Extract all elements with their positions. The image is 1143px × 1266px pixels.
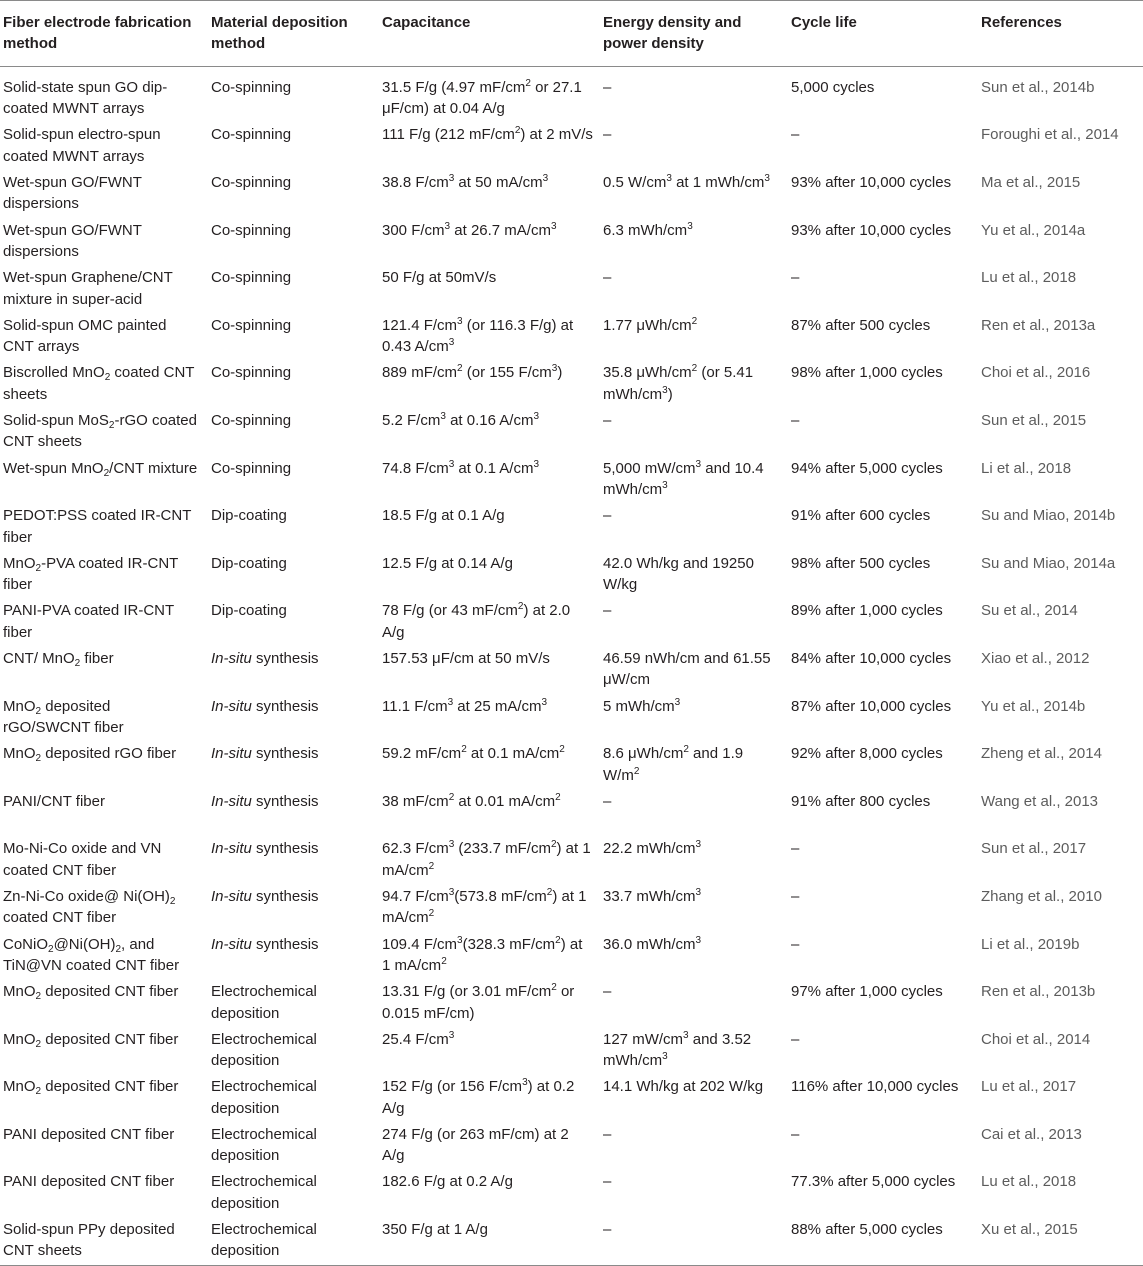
cell-energy-power-density: 33.7 mWh/$cm^3$	[603, 886, 702, 905]
cell-reference: Su and Miao, 2014a	[981, 554, 1116, 572]
cell-deposition-method: In-situ synthesis	[211, 887, 319, 905]
cell-capacitance: 121.4 $F/cm^3$ (or 116.3 F/g) at 0.43 $A/cm^3$	[382, 315, 574, 356]
cell-cycle-life: –	[791, 411, 800, 429]
cell-energy-power-density: 35.8 μWh/$cm^2$ (or 5.41 mWh/$cm^3$)	[603, 363, 754, 403]
cell-energy-power-density: 5 mWh/$cm^3$	[603, 696, 681, 715]
cell-capacitance: 109.4 $F/cm^3(328.3$ $mF/cm^2$) at 1 $mA/cm^2$	[382, 934, 583, 974]
cell-deposition-method: Electrochemical deposition	[211, 1221, 317, 1260]
cell-cycle-life: 77.3% after 5,000 cycles	[791, 1173, 956, 1191]
table-row	[0, 311, 1143, 359]
cell-fabrication-method: MnO$_2$-PVA coated IR-CNT fiber	[3, 554, 179, 594]
table-row	[0, 692, 1143, 740]
cell-capacitance: 12.5 F/g at 0.14 A/g	[382, 554, 513, 572]
table-row	[0, 882, 1143, 930]
cell-cycle-life: 116% after 10,000 cycles	[791, 1078, 959, 1096]
cell-cycle-life: –	[791, 1125, 800, 1143]
cell-reference: Sun et al., 2015	[981, 411, 1087, 429]
header-deposition-method: Material deposition method	[211, 14, 348, 53]
cell-deposition-method: In-situ synthesis	[211, 792, 319, 810]
cell-capacitance: 31.5 F/g (4.97 $mF/cm^2$ or 27.1 μF/cm) at 0.04 A/g	[382, 77, 582, 118]
cell-deposition-method: Co-spinning	[211, 126, 292, 144]
table-row	[0, 1215, 1143, 1266]
cell-energy-power-density: –	[603, 411, 612, 429]
cell-capacitance: 38 $mF/cm^2$ at 0.01 $mA/cm^2$	[382, 791, 561, 810]
table-row	[0, 358, 1143, 406]
cell-energy-power-density: 1.77 μWh/$cm^2$	[603, 315, 698, 334]
cell-reference: Xu et al., 2015	[981, 1221, 1078, 1239]
cell-capacitance: 50 F/g at 50mV/s	[382, 269, 497, 287]
cell-capacitance: 274 F/g (or 263 mF/cm) at 2 A/g	[382, 1125, 569, 1165]
cell-capacitance: 300 $F/cm^3$ at 26.7 $mA/cm^3$	[382, 220, 557, 239]
cell-fabrication-method: Wet-spun MnO$_2$/CNT mixture	[3, 459, 198, 479]
cell-fabrication-method: MnO$_2$ deposited CNT fiber	[3, 1078, 179, 1098]
cell-fabrication-method: Wet-spun GO/FWNT dispersions	[3, 174, 142, 213]
cell-capacitance: 94.7 $F/cm^3(573.8$ $mF/cm^2$) at 1 $mA/cm^2$	[382, 886, 587, 927]
cell-capacitance: 111 F/g (212 $mF/cm^2$) at 2 mV/s	[382, 125, 593, 144]
cell-deposition-method: Electrochemical deposition	[211, 983, 317, 1022]
cell-energy-power-density: 46.59 nWh/cm and 61.55 μW/cm	[603, 649, 771, 689]
cell-cycle-life: 98% after 1,000 cycles	[791, 364, 943, 382]
cell-energy-power-density: 36.0 mWh/$cm^3$	[603, 934, 702, 953]
cell-cycle-life: 91% after 800 cycles	[791, 792, 931, 810]
table-row	[0, 1167, 1143, 1215]
cell-fabrication-method: MnO$_2$ deposited rGO fiber	[3, 745, 177, 765]
cell-fabrication-method: Biscrolled MnO$_2$ coated CNT sheets	[3, 364, 195, 403]
cell-cycle-life: –	[791, 935, 800, 953]
cell-fabrication-method: Mo-Ni-Co oxide and VN coated CNT fiber	[3, 840, 162, 879]
cell-deposition-method: In-situ synthesis	[211, 840, 319, 858]
cell-reference: Sun et al., 2014b	[981, 78, 1095, 96]
table-row	[0, 454, 1143, 502]
cell-cycle-life: 91% after 600 cycles	[791, 507, 931, 525]
cell-deposition-method: Electrochemical deposition	[211, 1078, 317, 1117]
cell-energy-power-density: 127 $mW/cm^3$ and 3.52 mWh/$cm^3$	[603, 1029, 752, 1070]
cell-reference: Choi et al., 2014	[981, 1030, 1091, 1048]
cell-reference: Wang et al., 2013	[981, 792, 1099, 810]
cell-reference: Lu et al., 2018	[981, 1173, 1077, 1191]
cell-cycle-life: –	[791, 269, 800, 287]
cell-deposition-method: In-situ synthesis	[211, 935, 319, 953]
cell-reference: Su and Miao, 2014b	[981, 507, 1116, 525]
cell-deposition-method: Co-spinning	[211, 316, 292, 334]
cell-capacitance: 182.6 F/g at 0.2 A/g	[382, 1173, 513, 1191]
table-header	[0, 1, 1143, 67]
cell-energy-power-density: –	[603, 126, 612, 144]
header-capacitance: Capacitance	[382, 14, 471, 31]
cell-energy-power-density: –	[603, 269, 612, 287]
cell-deposition-method: Co-spinning	[211, 174, 292, 191]
header-row	[0, 1, 1143, 67]
cell-cycle-life: 87% after 10,000 cycles	[791, 697, 952, 715]
table-row	[0, 596, 1143, 644]
cell-cycle-life: –	[791, 840, 800, 858]
cell-reference: Yu et al., 2014a	[981, 221, 1086, 239]
header-fabrication-method: Fiber electrode fabrication method	[3, 14, 192, 53]
cell-energy-power-density: –	[603, 602, 612, 620]
cell-cycle-life: –	[791, 887, 800, 905]
cell-capacitance: 5.2 $F/cm^3$ at 0.16 $A/cm^3$	[382, 410, 540, 429]
cell-energy-power-density: 22.2 mWh/$cm^3$	[603, 839, 702, 858]
cell-fabrication-method: PANI deposited CNT fiber	[3, 1173, 175, 1191]
cell-energy-power-density: 0.5 $W/cm^3$ at 1 mWh/$cm^3$	[603, 173, 770, 191]
cell-reference: Foroughi et al., 2014	[981, 126, 1119, 144]
cell-capacitance: 350 F/g at 1 A/g	[382, 1221, 488, 1239]
cell-reference: Li et al., 2018	[981, 459, 1072, 477]
cell-reference: Su et al., 2014	[981, 602, 1078, 620]
cell-reference: Lu et al., 2017	[981, 1078, 1077, 1096]
cell-reference: Ren et al., 2013a	[981, 316, 1096, 334]
table-row	[0, 644, 1143, 692]
cell-reference: Xiao et al., 2012	[981, 649, 1090, 667]
table-row	[0, 739, 1143, 787]
cell-capacitance: 74.8 $F/cm^3$ at 0.1 $A/cm^3$	[382, 458, 540, 477]
cell-fabrication-method: MnO$_2$ deposited CNT fiber	[3, 1030, 179, 1050]
cell-energy-power-density: –	[603, 1221, 612, 1239]
cell-reference: Lu et al., 2018	[981, 269, 1077, 287]
cell-deposition-method: Co-spinning	[211, 269, 292, 287]
cell-reference: Sun et al., 2017	[981, 840, 1087, 858]
cell-cycle-life: 89% after 1,000 cycles	[791, 602, 943, 620]
table-row	[0, 66, 1143, 120]
cell-fabrication-method: MnO$_2$ deposited CNT fiber	[3, 983, 179, 1003]
cell-reference: Zheng et al., 2014	[981, 745, 1102, 763]
cell-fabrication-method: Solid-spun PPy deposited CNT sheets	[3, 1221, 175, 1260]
cell-deposition-method: Co-spinning	[211, 78, 292, 96]
cell-reference: Li et al., 2019b	[981, 935, 1080, 953]
cell-deposition-method: Co-spinning	[211, 459, 292, 477]
cell-cycle-life: 5,000 cycles	[791, 78, 875, 96]
cell-energy-power-density: –	[603, 1173, 612, 1191]
cell-energy-power-density: 6.3 mWh/$cm^3$	[603, 220, 693, 239]
cell-capacitance: 59.2 $mF/cm^2$ at 0.1 $mA/cm^2$	[382, 744, 565, 763]
table-row	[0, 168, 1143, 216]
cell-energy-power-density: 8.6 μWh/$cm^2$ and 1.9 $W/m^2$	[603, 744, 744, 784]
cell-cycle-life: 87% after 500 cycles	[791, 316, 931, 334]
table-row	[0, 216, 1143, 264]
table-row	[0, 834, 1143, 882]
cell-fabrication-method: MnO$_2$ deposited rGO/SWCNT fiber	[3, 697, 124, 736]
cell-deposition-method: In-situ synthesis	[211, 745, 319, 763]
cell-reference: Ma et al., 2015	[981, 174, 1081, 191]
cell-capacitance: 13.31 F/g (or 3.01 $mF/cm^2$ or 0.015 mF/cm)	[382, 982, 575, 1022]
cell-reference: Zhang et al., 2010	[981, 887, 1102, 905]
cell-fabrication-method: Solid-state spun GO dip-coated MWNT arrays	[3, 78, 168, 118]
cell-fabrication-method: Solid-spun MoS$_2$-rGO coated CNT sheets	[3, 411, 197, 451]
cell-cycle-life: 92% after 8,000 cycles	[791, 745, 943, 763]
cell-energy-power-density: –	[603, 983, 612, 1001]
table-row	[0, 787, 1143, 835]
table-row	[0, 501, 1143, 549]
cell-deposition-method: Co-spinning	[211, 411, 292, 429]
cell-deposition-method: Dip-coating	[211, 602, 287, 620]
cell-deposition-method: Co-spinning	[211, 364, 292, 382]
cell-deposition-method: Co-spinning	[211, 221, 292, 239]
cell-cycle-life: 94% after 5,000 cycles	[791, 459, 943, 477]
cell-capacitance: 11.1 $F/cm^3$ at 25 $mA/cm^3$	[382, 696, 548, 715]
cell-energy-power-density: –	[603, 507, 612, 525]
cell-capacitance: 25.4 $F/cm^3$	[382, 1029, 455, 1048]
cell-cycle-life: –	[791, 126, 800, 144]
cell-deposition-method: Dip-coating	[211, 507, 287, 525]
cell-capacitance: 18.5 F/g at 0.1 A/g	[382, 507, 505, 525]
cell-fabrication-method: Wet-spun GO/FWNT dispersions	[3, 221, 142, 260]
cell-deposition-method: Electrochemical deposition	[211, 1125, 317, 1165]
cell-cycle-life: –	[791, 1030, 800, 1048]
cell-cycle-life: 88% after 5,000 cycles	[791, 1221, 943, 1239]
cell-energy-power-density: 5,000 $mW/cm^3$ and 10.4 mWh/$cm^3$	[603, 458, 764, 498]
cell-capacitance: 38.8 $F/cm^3$ at 50 $mA/cm^3$	[382, 173, 549, 191]
table-body	[0, 66, 1143, 1265]
cell-fabrication-method: PANI/CNT fiber	[3, 792, 105, 810]
cell-fabrication-method: Solid-spun OMC painted CNT arrays	[3, 316, 167, 356]
table-row	[0, 1025, 1143, 1073]
table-row	[0, 1072, 1143, 1120]
cell-energy-power-density: –	[603, 78, 612, 96]
cell-cycle-life: 84% after 10,000 cycles	[791, 649, 952, 667]
cell-deposition-method: In-situ synthesis	[211, 649, 319, 667]
table-row	[0, 263, 1143, 311]
cell-energy-power-density: 14.1 Wh/kg at 202 W/kg	[603, 1078, 764, 1096]
header-references: References	[981, 14, 1062, 31]
cell-reference: Yu et al., 2014b	[981, 697, 1086, 715]
cell-fabrication-method: Solid-spun electro-spun coated MWNT arrays	[3, 126, 161, 165]
cell-reference: Choi et al., 2016	[981, 364, 1091, 382]
cell-energy-power-density: –	[603, 1125, 612, 1143]
cell-cycle-life: 93% after 10,000 cycles	[791, 221, 952, 239]
cell-energy-power-density: –	[603, 792, 612, 810]
table-row	[0, 549, 1143, 597]
cell-reference: Cai et al., 2013	[981, 1125, 1082, 1143]
cell-fabrication-method: Wet-spun Graphene/CNT mixture in super-acid	[3, 269, 173, 308]
cell-capacitance: 889 $mF/cm^2$ (or 155 $F/cm^3$)	[382, 363, 563, 382]
cell-deposition-method: Electrochemical deposition	[211, 1173, 317, 1212]
cell-capacitance: 157.53 μF/cm at 50 mV/s	[382, 649, 550, 667]
cell-cycle-life: 93% after 10,000 cycles	[791, 174, 952, 191]
cell-deposition-method: In-situ synthesis	[211, 697, 319, 715]
cell-fabrication-method: PANI-PVA coated IR-CNT fiber	[3, 602, 174, 641]
cell-fabrication-method: $CoNiO_2@Ni(OH)_2$, and TiN@VN coated CNT fiber	[3, 935, 180, 974]
table-row	[0, 406, 1143, 454]
cell-fabrication-method: Zn-Ni-Co oxide@ $Ni(OH)_2$ coated CNT fiber	[3, 887, 176, 927]
cell-reference: Ren et al., 2013b	[981, 983, 1096, 1001]
table-row	[0, 977, 1143, 1025]
cell-deposition-method: Dip-coating	[211, 554, 287, 572]
cell-capacitance: 62.3 $F/cm^3$ (233.7 $mF/cm^2$) at 1 $mA/cm^2$	[382, 839, 591, 879]
table-row	[0, 930, 1143, 978]
cell-deposition-method: Electrochemical deposition	[211, 1030, 317, 1070]
table-row	[0, 1120, 1143, 1168]
cell-energy-power-density: 42.0 Wh/kg and 19250 W/kg	[603, 554, 754, 594]
cell-fabrication-method: CNT/ MnO$_2$ fiber	[3, 649, 114, 669]
cell-capacitance: 78 F/g (or 43 $mF/cm^2$) at 2.0 A/g	[382, 601, 571, 641]
header-energy-power-density: Energy density and power density	[603, 14, 742, 53]
table-row	[0, 120, 1143, 168]
cell-cycle-life: 97% after 1,000 cycles	[791, 983, 943, 1001]
cell-fabrication-method: PEDOT:PSS coated IR-CNT fiber	[3, 507, 192, 546]
cell-cycle-life: 98% after 500 cycles	[791, 554, 931, 572]
cell-capacitance: 152 F/g (or 156 $F/cm^3$) at 0.2 A/g	[382, 1077, 575, 1117]
header-cycle-life: Cycle life	[791, 14, 857, 31]
cell-fabrication-method: PANI deposited CNT fiber	[3, 1125, 175, 1143]
